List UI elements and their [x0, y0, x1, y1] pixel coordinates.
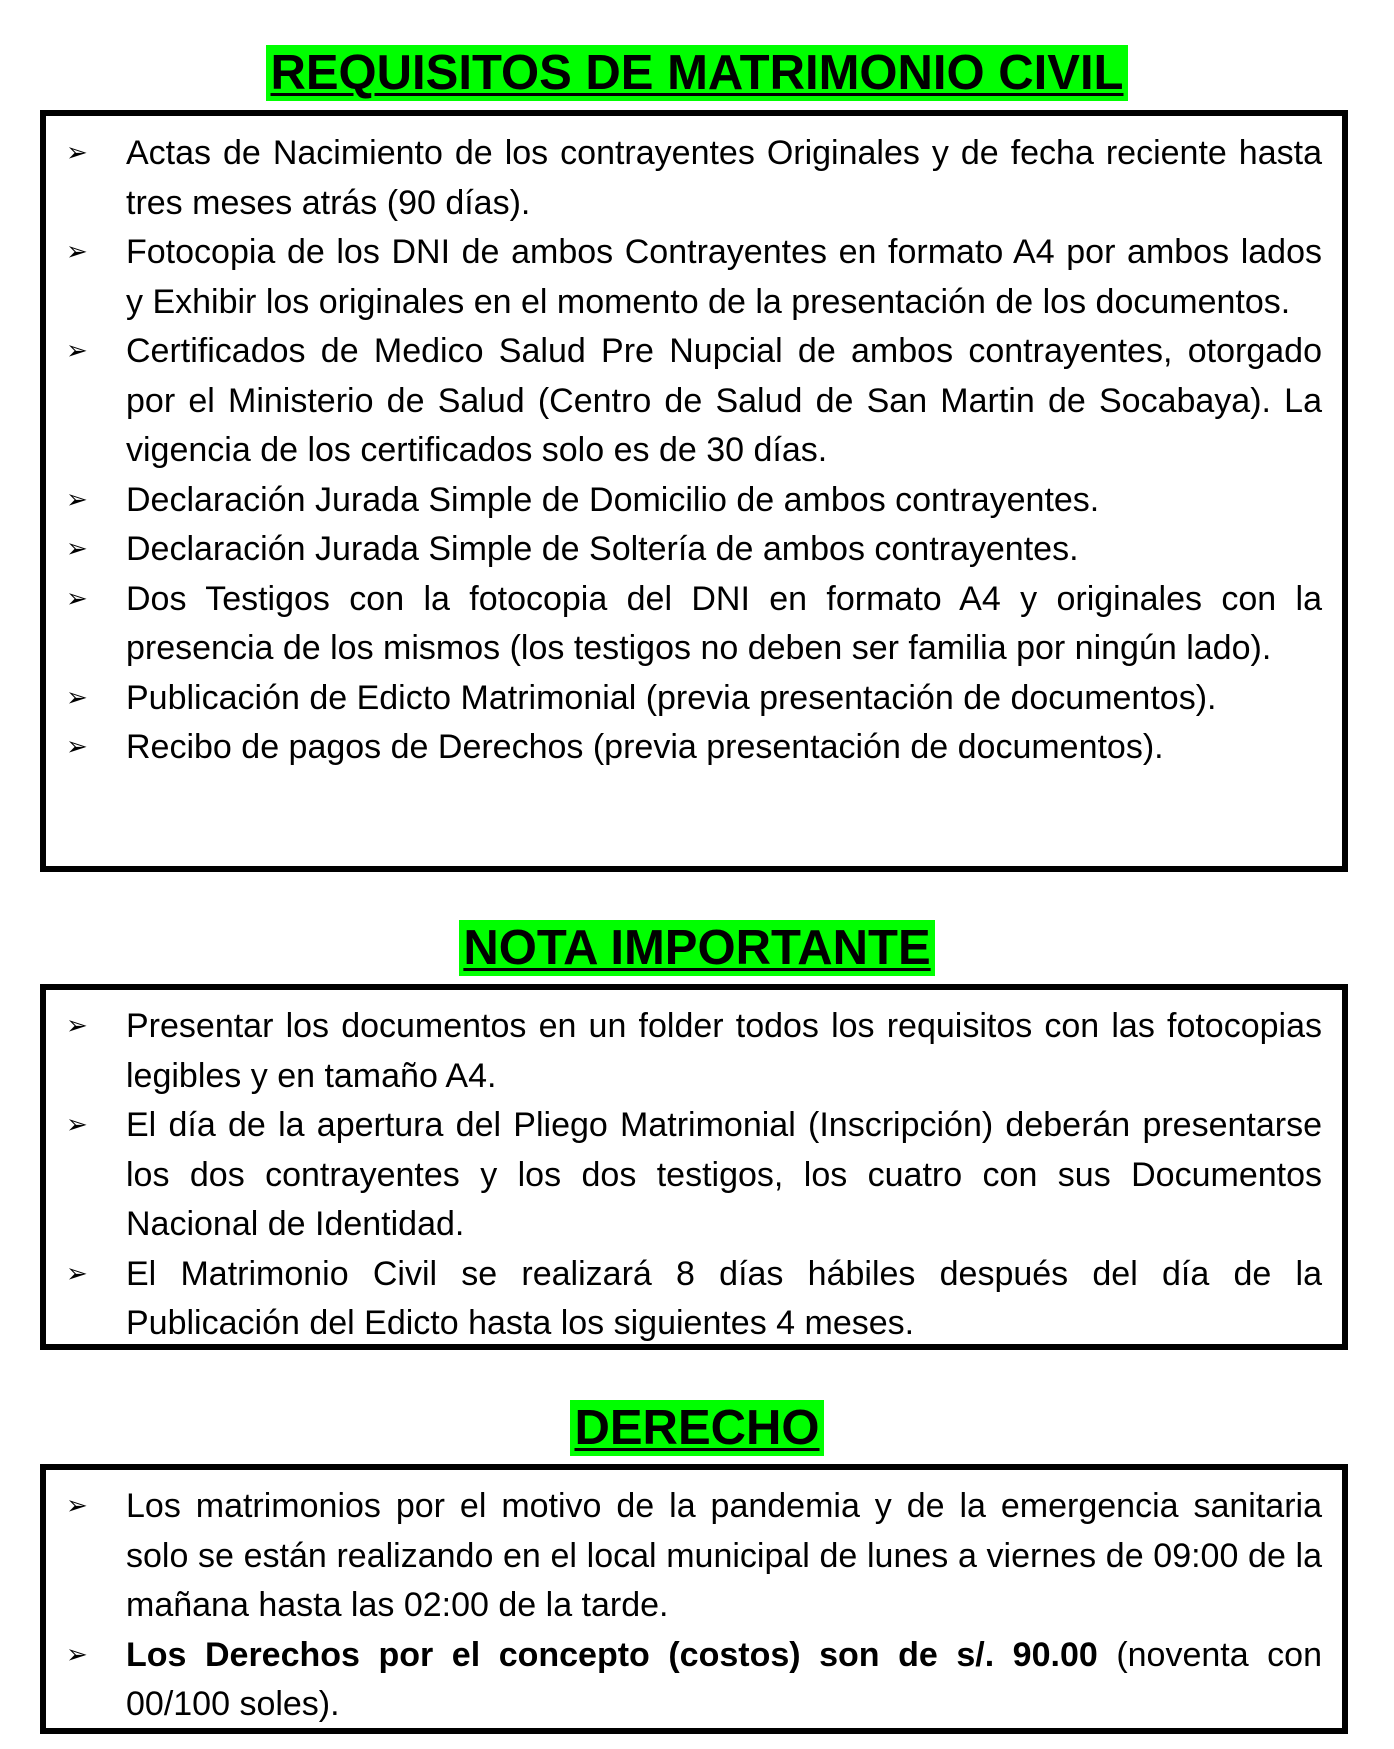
arrow-bullet-icon: ➢ — [66, 484, 88, 515]
list-item — [46, 1002, 1342, 1101]
list-item-text: Recibo de pagos de Derechos (previa presentación de documentos). — [126, 728, 1164, 766]
list-item — [46, 723, 1342, 773]
list-item — [46, 1250, 1342, 1349]
derecho-list — [46, 1482, 1342, 1730]
list-item — [46, 327, 1342, 476]
list-item — [46, 476, 1342, 526]
fee-list-item — [46, 1631, 1342, 1730]
arrow-bullet-icon: ➢ — [66, 237, 88, 267]
list-item-text: Certificados de Medico Salud Pre Nupcial de ambos contrayentes, otorgado por el Ministerio de Salud (Centro de Salud de San Martin de Socabaya). La vigencia de los certificados solo es de 30 días. — [126, 332, 1322, 469]
list-item — [46, 228, 1342, 327]
arrow-bullet-icon: ➢ — [66, 138, 88, 168]
nota-importante-list — [46, 1002, 1342, 1349]
arrow-bullet-icon: ➢ — [66, 682, 88, 713]
list-item-text: Dos Testigos con la fotocopia del DNI en formato A4 y originales con la presencia de los mismos (los testigos no deben ser familia por ningún lado). — [126, 579, 1322, 667]
list-item-text: Declaración Jurada Simple de Soltería de ambos contrayentes. — [126, 530, 1079, 568]
list-item-text: El día de la apertura del Pliego Matrimonial (Inscripción) deberán presentarse los dos contrayentes y los dos testigos, los cuatro con sus Documentos Nacional de Identidad. — [126, 1106, 1322, 1243]
section-title-nota-importante — [0, 920, 1394, 976]
section-title-derecho — [0, 1400, 1394, 1456]
list-item-text: Fotocopia de los DNI de ambos Contrayentes en formato A4 por ambos lados y Exhibir los originales en el momento de la presentación de los documentos. — [126, 233, 1322, 321]
list-item-text: Publicación de Edicto Matrimonial (previa presentación de documentos). — [126, 678, 1217, 717]
arrow-bullet-icon: ➢ — [66, 583, 88, 614]
list-item-text: Actas de Nacimiento de los contrayentes Originales y de fecha reciente hasta tres meses atrás (90 días). — [126, 134, 1322, 222]
arrow-bullet-icon: ➢ — [66, 732, 88, 762]
arrow-bullet-icon: ➢ — [66, 1110, 88, 1140]
list-item — [46, 674, 1342, 724]
arrow-bullet-icon: ➢ — [66, 1258, 88, 1289]
list-item-text: El Matrimonio Civil se realizará 8 días hábiles después del día de la Publicación del Edicto hasta los siguientes 4 meses. — [126, 1254, 1322, 1342]
fee-amount-text: Los Derechos por el concepto (costos) son de s/. 90.00 — [126, 1635, 1098, 1674]
derecho-box — [40, 1464, 1348, 1734]
arrow-bullet-icon: ➢ — [66, 1639, 88, 1670]
list-item-text: Presentar los documentos en un folder todos los requisitos con las fotocopias legibles y en tamaño A4. — [126, 1007, 1322, 1095]
list-item — [46, 1101, 1342, 1250]
list-item-text: Los matrimonios por el motivo de la pandemia y de la emergencia sanitaria solo se están realizando en el local municipal de lunes a viernes de 09:00 de la mañana hasta las 02:00 de la tarde. — [126, 1487, 1322, 1624]
section-title-requisitos — [0, 45, 1394, 101]
list-item — [46, 525, 1342, 575]
section-title-derecho-text: DERECHO — [570, 1400, 823, 1456]
nota-importante-box — [40, 984, 1348, 1350]
arrow-bullet-icon: ➢ — [66, 1011, 88, 1041]
section-title-nota-importante-text: NOTA IMPORTANTE — [459, 920, 934, 976]
arrow-bullet-icon: ➢ — [66, 336, 88, 366]
list-item-text: Declaración Jurada Simple de Domicilio de ambos contrayentes. — [126, 480, 1100, 519]
requisitos-box — [40, 110, 1348, 872]
arrow-bullet-icon: ➢ — [66, 534, 88, 564]
list-item — [46, 1482, 1342, 1631]
requisitos-list — [46, 129, 1342, 773]
list-item — [46, 575, 1342, 674]
arrow-bullet-icon: ➢ — [66, 1491, 88, 1521]
fee-amount-words: (noventa con 00/100 soles). — [126, 1635, 1322, 1723]
section-title-requisitos-text: REQUISITOS DE MATRIMONIO CIVIL — [266, 45, 1127, 101]
list-item — [46, 129, 1342, 228]
